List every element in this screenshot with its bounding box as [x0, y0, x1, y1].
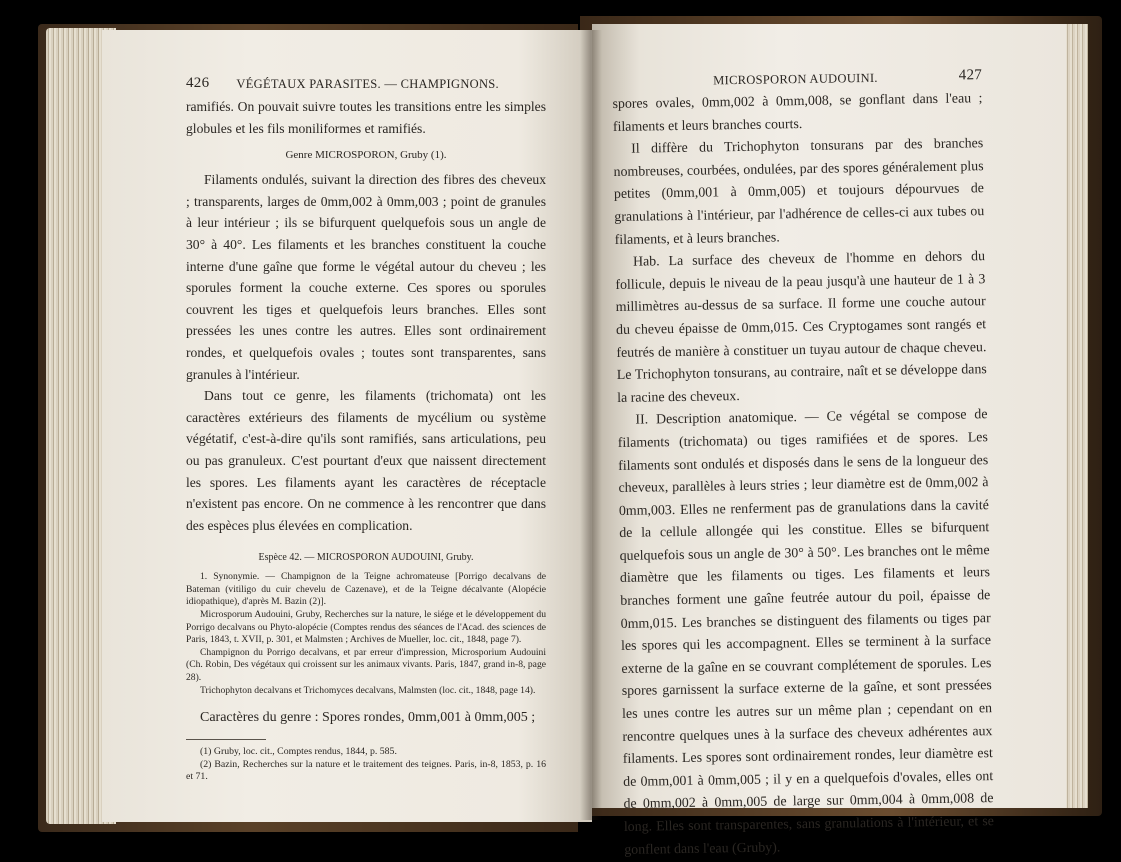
footnote-rule [186, 739, 266, 740]
espece-heading: Espèce 42. — MICROSPORON AUDOUINI, Gruby. [258, 552, 474, 564]
left-paragraph-2: Dans tout ce genre, les filaments (trichomata) ont les caractères extérieurs des filaments de mycélium ou système végétatif, c'est-à-dire qu'ils sont ramifiés, sans articulations, peu ou pas granuleux. C'est pourtant d'eux que naissent directement les spores. Les filaments ayant les caractères de réceptacle n'existent pas encore. On ne commence à les rencontrer que dans des espèces plus élevées en complication. [186, 388, 546, 533]
right-page-text [612, 64, 994, 862]
left-page-text [186, 72, 546, 784]
right-running-head: MICROSPORON AUDOUINI. [713, 70, 878, 88]
right-paragraph-2: Il diffère du Trichophyton tonsurans par des branches nombreuses, courbées, ondulées, par des spores généralement plus petites (0mm,001 à 0mm,005) et toujours dépourvues de granulations à l'intérieur, par l'adhérence de celles-ci aux tubes ou filaments, et à leurs branches. [613, 136, 985, 248]
book-gutter [580, 30, 602, 820]
left-opening-paragraph: ramifiés. On pouvait suivre toutes les transitions entre les simples globules et les fils moniliformes et ramifiés. [186, 99, 546, 136]
synonymy-4: Trichophyton decalvans et Trichomyces decalvans, Malmsten (loc. cit., 1848, page 14). [200, 684, 536, 696]
genre-heading: Genre MICROSPORON, Gruby (1). [285, 149, 447, 162]
synonymy-2: Microsporum Audouini, Gruby, Recherches sur la nature, le siége et le développement du Porrigo decalvans ou Phyto-alopécie (Comptes rendus des séances de l'Acad. des sciences de Paris, 1843, t. XVII, p. 301, et Malmsten ; Archives de Mueller, loc. cit., 1848, page 7). [186, 609, 546, 646]
left-running-header [186, 72, 546, 92]
right-paragraph-4: II. Description anatomique. — Ce végétal se compose de filaments (trichomata) ou tiges ramifiées et de spores. Les filaments sont ondulés et disposés dans le sens de la longueur des cheveux, parallèles à leurs stries ; leur diamètre est de 0mm,002 à 0mm,003. Elles ne renferment pas de granulations dans la cavité de la cellule allongée qui les constitue. Elles se bifurquent quelquefois sous un angle de 30° à 50°. Les branches ont le même diamètre que les filaments ou tiges. Les filaments et leurs branches forment une gaîne feutrée autour du poil, épaisse de 0mm,015. Les branches se distinguent des filaments ou tiges par les spores qui les accompagnent. Elles se terminent à la surface externe de la gaîne en se couvrant complétement de sporules. Les spores garnissent la surface externe de la gaîne, et sont pressées les unes contre les autres sur un même plan ; cependant on en rencontre quelques unes à la surface des cheveux adhérentes aux filaments. Les spores sont ordinairement rondes, leur diamètre est de 0mm,001 à 0mm,005 ; il y en a quelquefois d'ovales, elles ont de 0mm,002 à 0mm,005 de large sur 0mm,004 à 0mm,008 de long. Elles sont transparentes, sans granulations à l'intérieur, et se gonflent dans l'eau (Gruby). [617, 407, 994, 858]
left-page-number: 426 [186, 75, 210, 91]
synonymy-3: Champignon du Porrigo decalvans, et par erreur d'impression, Microsporium Audouini (Ch. Robin, Des végétaux qui croissent sur les animaux vivants. Paris, 1847, grand in-8, page 28). [186, 646, 546, 684]
right-paragraph-1: spores ovales, 0mm,002 à 0mm,008, se gonflant dans l'eau ; filaments et leurs branches courts. [612, 91, 983, 135]
synonymy-1: 1. Synonymie. — Champignon de la Teigne achromateuse [Porrigo decalvans de Bateman (vitiligo du cuir chevelu de Cazenave), et de la Teigne décalvante (Alopécie idiopathique), d'après M. Bazin (2)]. [186, 571, 546, 608]
right-paragraph-3: Hab. La surface des cheveux de l'homme en dehors du follicule, depuis le niveau de la peau jusqu'à une hauteur de 1 à 3 millimètres au-dessus de sa surface. Il forme une couche autour du cheveu épaisse de 0mm,015. Ces Cryptogames sont rangés et feutrés de manière à constituer un tuyau autour de chaque cheveu. Le Trichophyton tonsurans, au contraire, naît et se développe dans la racine des cheveux. [615, 249, 987, 406]
left-paragraph-1: Filaments ondulés, suivant la direction des fibres des cheveux ; transparents, larges de 0mm,002 à 0mm,003 ; point de granules à leur intérieur ; ils se bifurquent quelquefois sous un angle de 30° à 40°. Les filaments et les branches constituent la couche interne d'une gaîne que forme le végétal autour du cheveu ; les sporules forment la couche externe. Ces spores ou sporules couvrent les tiges et quelquefois leurs branches. Elles sont pressées les unes contre les autres. Elles sont ordinairement rondes, et quelquefois ovales ; toutes sont transparentes, sans granules à l'intérieur. [186, 172, 546, 382]
caracteres-line: Caractères du genre : Spores rondes, 0mm,001 à 0mm,005 ; [200, 710, 536, 726]
footnote-1: (1) Gruby, loc. cit., Comptes rendus, 1844, p. 585. [200, 746, 397, 758]
footnote-2: (2) Bazin, Recherches sur la nature et le traitement des teignes. Paris, in-8, 1853, p. 16 et 71. [186, 758, 546, 783]
left-running-head: VÉGÉTAUX PARASITES. — CHAMPIGNONS. [236, 77, 499, 91]
right-page-number: 427 [958, 67, 983, 84]
